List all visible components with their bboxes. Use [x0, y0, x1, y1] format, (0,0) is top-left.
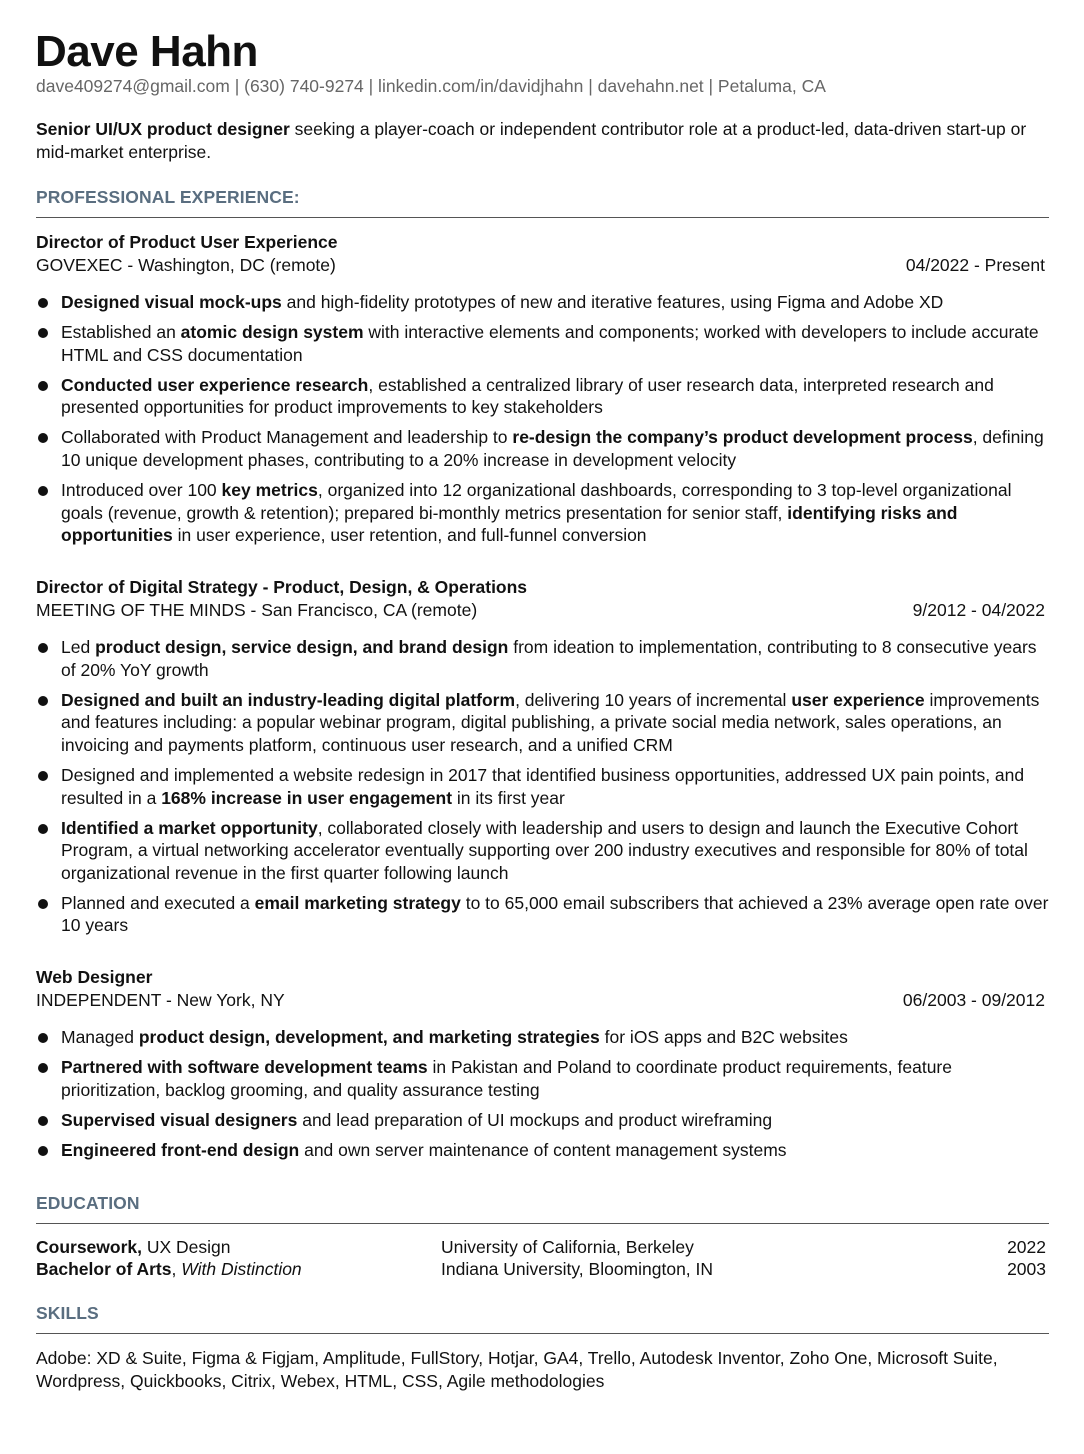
bullet-text: with interactive elements and components; worked with developers to include accurate HTML and CSS documentation: [61, 322, 1039, 365]
bullet-item: [36, 892, 1049, 937]
bullet-text: and own server maintenance of content management systems: [299, 1139, 787, 1160]
bullet-text: for iOS apps and B2C websites: [599, 1027, 848, 1048]
bullet-bold-text: product design, service design, and brand design: [95, 636, 509, 657]
job-meta: [36, 989, 1049, 1011]
education-degree: [36, 1236, 441, 1258]
bullet-bold-text: Engineered front-end design: [61, 1139, 300, 1160]
job-entry: [36, 966, 1049, 1161]
bullet-bold-text: email marketing strategy: [254, 892, 461, 913]
bullet-text: to to 65,000 email subscribers that achieved a 23% average open rate over 10 years: [61, 892, 1049, 936]
bullet-text: , delivering 10 years of incremental: [515, 689, 792, 710]
bullet-text: Collaborated with Product Management and leadership to: [61, 427, 513, 448]
job-company: MEETING OF THE MINDS - San Francisco, CA (remote): [36, 599, 478, 620]
bullet-item: [36, 764, 1049, 809]
bullet-bold-text: re-design the company’s product development process: [512, 427, 973, 448]
bullet-bold-text: Supervised visual designers: [61, 1109, 298, 1130]
skills-list: Adobe: XD & Suite, Figma & Figjam, Amplitude, FullStory, Hotjar, GA4, Trello, Autodesk Inventor, Zoho One, Microsoft Suite, Wordpress, Quickbooks, Citrix, Webex, HTML, CSS, Agile methodologies: [36, 1347, 998, 1391]
experience-list: [36, 231, 1049, 1162]
bullet-text: in user experience, user retention, and full-funnel conversion: [172, 525, 647, 546]
bullet-item: [36, 1056, 1049, 1101]
bullet-item: [36, 1109, 1049, 1132]
bullet-text: , established a centralized library of user research data, interpreted research and presented opportunities for product improvements to key stakeholders: [61, 374, 994, 418]
bullet-text: Established an: [61, 322, 181, 343]
education-year: 2022: [1007, 1236, 1046, 1257]
bullet-bold-text: product design, development, and marketing strategies: [138, 1027, 600, 1048]
bullet-bold-text: Designed and built an industry-leading digital platform: [61, 689, 516, 710]
skills-heading: SKILLS: [36, 1302, 99, 1323]
job-dates: 04/2022 - Present: [905, 255, 1045, 275]
bullet-bold-text: Conducted user experience research: [61, 374, 369, 395]
bullet-text: and lead preparation of UI mockups and product wireframing: [297, 1109, 773, 1130]
candidate-name: Dave Hahn: [35, 27, 258, 76]
bullet-item: [36, 374, 1049, 419]
bullet-bold-text: 168% increase in user engagement: [161, 787, 453, 808]
bullet-item: [36, 817, 1049, 885]
bullet-text: improvements and features including: a popular webinar program, digital publishing, a private social media network, sales operations, an invoicing and payments platform, continuous user research, and a unified CRM: [61, 689, 1040, 755]
bullet-bold-text: identifying risks and opportunities: [61, 502, 958, 546]
degree-detail: UX Design: [142, 1236, 231, 1257]
bullet-text: Managed: [61, 1027, 139, 1048]
section-divider: [36, 1333, 1049, 1334]
bullet-bold-text: Identified a market opportunity: [61, 817, 318, 838]
bullet-text: , organized into 12 organizational dashboards, corresponding to 3 top-level organizational goals (revenue, growth & retention); prepared bi-monthly metrics presentation for senior staff,: [61, 480, 1012, 523]
education-degree: [36, 1258, 441, 1280]
bullet-bold-text: Partnered with software development teams: [61, 1057, 428, 1078]
job-title: Director of Digital Strategy - Product, Design, & Operations: [36, 576, 528, 597]
bullet-text: and high-fidelity prototypes of new and iterative features, using Figma and Adobe XD: [281, 292, 944, 312]
bullet-text: from ideation to implementation, contributing to 8 consecutive years of 20% YoY growth: [61, 636, 1037, 680]
job-entry: [36, 576, 1049, 937]
bullet-item: [36, 1139, 1049, 1162]
job-company: INDEPENDENT - New York, NY: [36, 990, 285, 1011]
degree-name: Bachelor of Arts: [36, 1258, 172, 1279]
experience-heading: PROFESSIONAL EXPERIENCE:: [36, 187, 300, 207]
bullet-item: [36, 321, 1049, 366]
bullet-text: Designed and implemented a website redesign in 2017 that identified business opportunities, addressed UX pain points, and resulted in a: [61, 764, 1025, 808]
bullet-item: [36, 689, 1049, 757]
job-bullets: [36, 291, 1049, 547]
bullet-item: [36, 426, 1049, 471]
bullet-item: [36, 479, 1049, 547]
bullet-bold-text: key metrics: [221, 480, 318, 501]
summary: [36, 118, 1049, 164]
bullet-bold-text: atomic design system: [180, 322, 364, 343]
education-year: 2003: [1007, 1258, 1046, 1279]
bullet-item: [36, 291, 1049, 314]
job-dates: 06/2003 - 09/2012: [902, 990, 1045, 1011]
job-title: Director of Product User Experience: [36, 232, 338, 252]
bullet-text: Introduced over 100: [61, 480, 222, 501]
job-dates: 9/2012 - 04/2022: [912, 599, 1045, 620]
job-title: Web Designer: [36, 967, 153, 988]
bullet-text: , defining 10 unique development phases, contributing to a 20% increase in development velocity: [61, 427, 1044, 471]
summary-text: seeking a player-coach or independent contributor role at a product-led, data-driven start-up or mid-market enterprise.: [36, 119, 1027, 162]
education-table: [36, 1236, 1049, 1280]
section-divider: [36, 1223, 1049, 1224]
bullet-bold-text: Designed visual mock-ups: [61, 292, 282, 312]
degree-honors: With Distinction: [181, 1258, 302, 1279]
education-school: Indiana University, Bloomington, IN: [441, 1258, 714, 1279]
summary-bold: Senior UI/UX product designer: [36, 119, 290, 139]
education-school: University of California, Berkeley: [441, 1236, 694, 1257]
job-entry: [36, 231, 1049, 547]
education-row: [36, 1236, 1049, 1258]
education-row: [36, 1258, 1049, 1280]
degree-name: Coursework,: [36, 1236, 142, 1257]
job-meta: [36, 254, 1049, 276]
section-divider: [36, 217, 1049, 218]
bullet-bold-text: user experience: [791, 689, 925, 710]
bullet-text: in its first year: [452, 787, 565, 808]
bullet-text: Led: [61, 636, 96, 657]
degree-detail: ,: [171, 1258, 182, 1279]
contact-line: dave409274@gmail.com | (630) 740-9274 | linkedin.com/in/davidjhahn | davehahn.net | Petaluma, CA: [36, 76, 826, 96]
bullet-text: , collaborated closely with leadership and users to design and launch the Executive Cohort Program, a virtual networking accelerator eventually supporting over 200 industry executives and responsible for 80% of total organizational revenue in the first quarter following launch: [61, 817, 1028, 883]
education-heading: EDUCATION: [36, 1192, 140, 1213]
job-meta: [36, 599, 1049, 621]
bullet-text: Planned and executed a: [61, 892, 255, 913]
job-bullets: [36, 636, 1049, 937]
job-company: GOVEXEC - Washington, DC (remote): [36, 255, 336, 275]
job-bullets: [36, 1026, 1049, 1161]
bullet-item: [36, 1026, 1049, 1049]
bullet-text: in Pakistan and Poland to coordinate product requirements, feature prioritization, backlog grooming, and quality assurance testing: [61, 1057, 952, 1100]
bullet-item: [36, 636, 1049, 681]
